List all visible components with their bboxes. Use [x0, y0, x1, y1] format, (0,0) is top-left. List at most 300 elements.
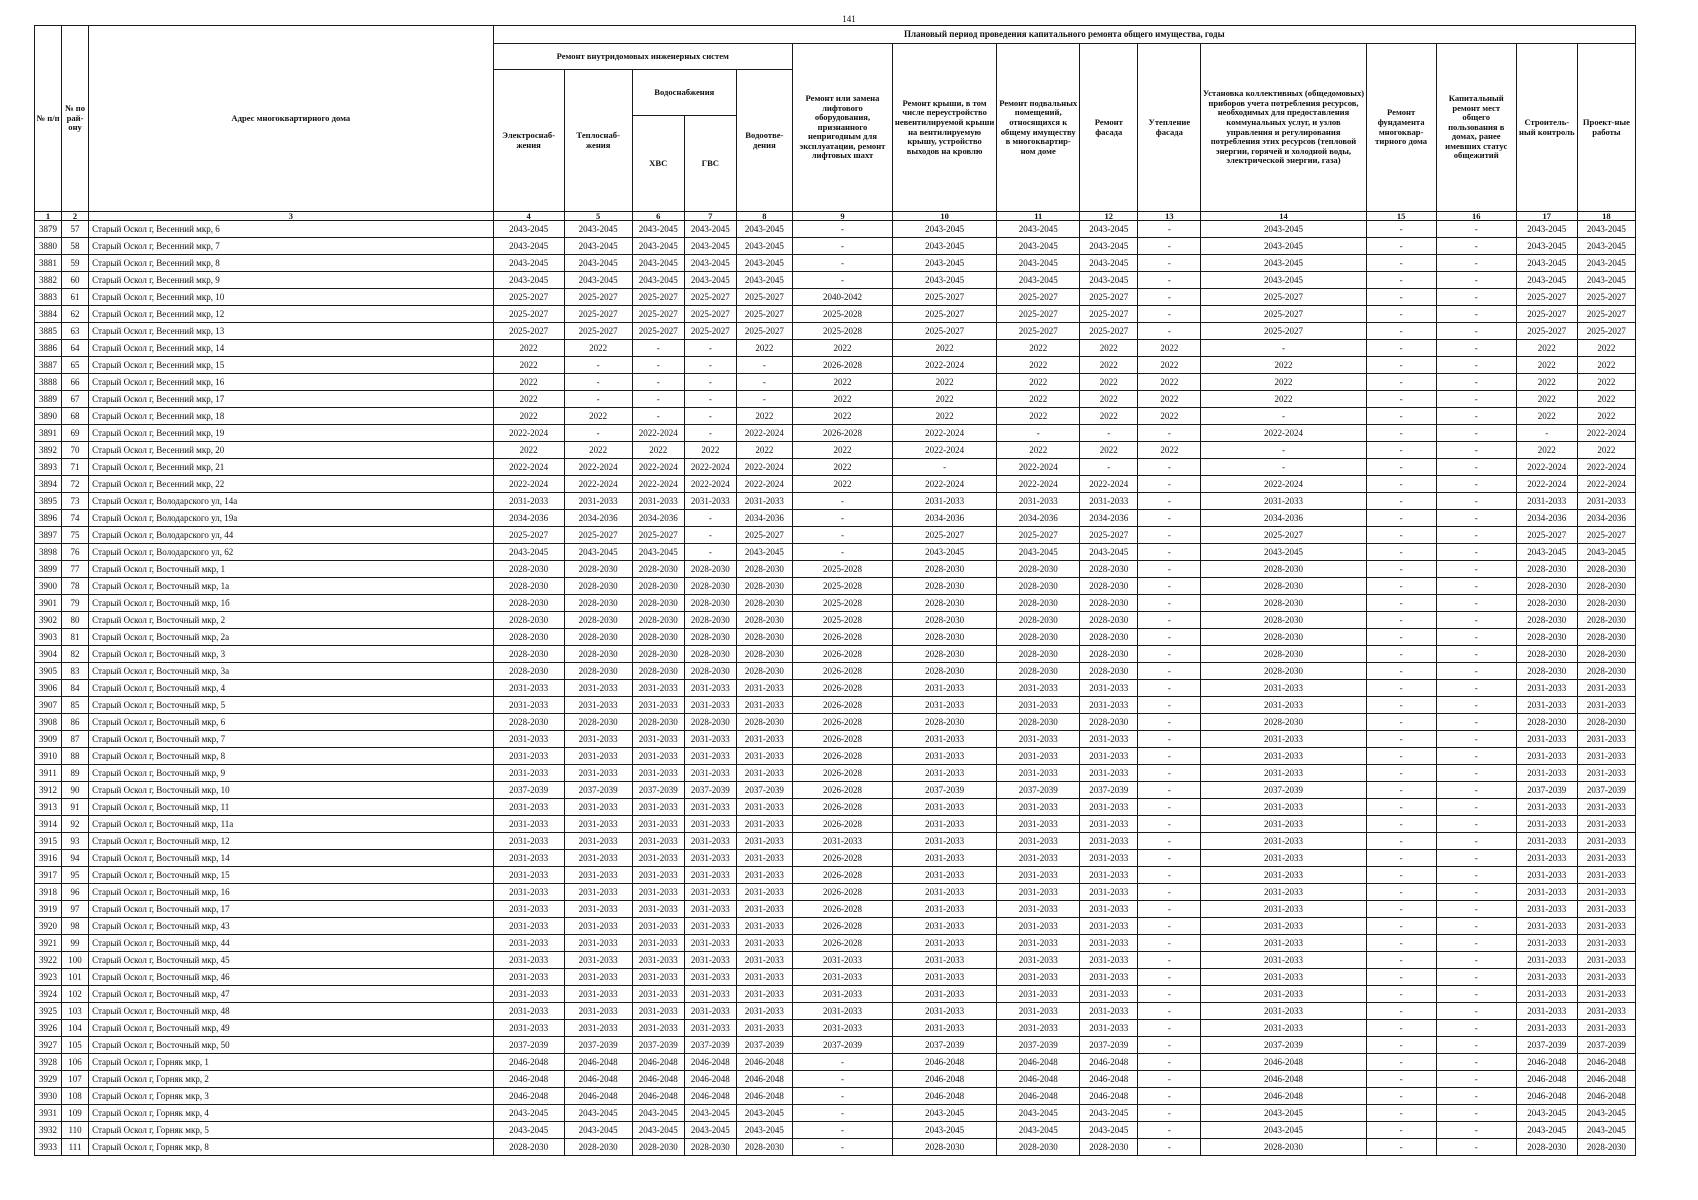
- address-cell: Старый Оскол г, Восточный мкр, 7: [89, 731, 494, 748]
- table-cell: -: [632, 408, 684, 425]
- table-cell: 2022-2024: [632, 476, 684, 493]
- table-cell: -: [1436, 799, 1516, 816]
- table-cell: 2031-2033: [1080, 884, 1138, 901]
- table-cell: 2037-2039: [684, 1037, 736, 1054]
- table-cell: 2043-2045: [564, 255, 632, 272]
- address-cell: Старый Оскол г, Весенний мкр, 10: [89, 289, 494, 306]
- table-cell: 2031-2033: [493, 697, 564, 714]
- column-number: 15: [1366, 212, 1436, 221]
- table-cell: 2026-2028: [792, 782, 892, 799]
- table-cell: -: [1366, 918, 1436, 935]
- header-heat: Теплоснаб-жения: [564, 70, 632, 212]
- table-cell: 2025-2027: [893, 289, 997, 306]
- table-cell: -: [684, 510, 736, 527]
- table-cell: 2031-2033: [736, 493, 792, 510]
- table-cell: 2025-2027: [1516, 323, 1577, 340]
- table-cell: 2022-2024: [493, 459, 564, 476]
- table-cell: 2026-2028: [792, 357, 892, 374]
- table-cell: 66: [62, 374, 89, 391]
- table-cell: 2043-2045: [1577, 255, 1635, 272]
- table-cell: 2028-2030: [493, 646, 564, 663]
- table-cell: 3887: [35, 357, 62, 374]
- table-cell: 2031-2033: [893, 731, 997, 748]
- table-cell: 2028-2030: [684, 595, 736, 612]
- table-cell: 2043-2045: [893, 238, 997, 255]
- table-cell: 2031-2033: [997, 697, 1080, 714]
- table-cell: 2043-2045: [564, 544, 632, 561]
- table-cell: 2037-2039: [736, 1037, 792, 1054]
- table-cell: 3899: [35, 561, 62, 578]
- table-cell: -: [1138, 799, 1201, 816]
- table-cell: 2043-2045: [893, 221, 997, 238]
- table-cell: -: [1138, 935, 1201, 952]
- table-cell: 2031-2033: [493, 952, 564, 969]
- table-cell: 98: [62, 918, 89, 935]
- table-cell: -: [1366, 799, 1436, 816]
- table-cell: 2031-2033: [997, 969, 1080, 986]
- address-cell: Старый Оскол г, Володарского ул, 44: [89, 527, 494, 544]
- table-cell: 3906: [35, 680, 62, 697]
- table-row: [35, 561, 1636, 578]
- table-cell: -: [1138, 714, 1201, 731]
- table-cell: 2046-2048: [736, 1054, 792, 1071]
- table-cell: 2022: [1516, 374, 1577, 391]
- table-cell: -: [684, 357, 736, 374]
- table-cell: 2026-2028: [792, 697, 892, 714]
- table-cell: -: [1366, 952, 1436, 969]
- table-cell: -: [1436, 510, 1516, 527]
- table-cell: -: [1436, 612, 1516, 629]
- table-cell: 2022-2024: [1080, 476, 1138, 493]
- table-cell: 2028-2030: [736, 595, 792, 612]
- table-cell: 2031-2033: [632, 935, 684, 952]
- table-cell: -: [1366, 323, 1436, 340]
- column-number: 4: [493, 212, 564, 221]
- address-cell: Старый Оскол г, Весенний мкр, 22: [89, 476, 494, 493]
- table-cell: 2031-2033: [493, 765, 564, 782]
- table-cell: 2031-2033: [792, 952, 892, 969]
- table-cell: 2028-2030: [1201, 663, 1366, 680]
- table-cell: 72: [62, 476, 89, 493]
- table-cell: 2046-2048: [1516, 1054, 1577, 1071]
- table-cell: 2028-2030: [1516, 612, 1577, 629]
- table-cell: 76: [62, 544, 89, 561]
- table-cell: 2022: [792, 459, 892, 476]
- table-cell: 2043-2045: [1201, 238, 1366, 255]
- table-cell: 3902: [35, 612, 62, 629]
- table-cell: 2043-2045: [893, 1122, 997, 1139]
- table-cell: 2043-2045: [493, 1105, 564, 1122]
- table-cell: -: [1436, 595, 1516, 612]
- header-supervision: Строитель-ный контроль: [1516, 44, 1577, 212]
- table-cell: 2031-2033: [1516, 850, 1577, 867]
- table-cell: 2031-2033: [736, 935, 792, 952]
- table-cell: 2026-2028: [792, 731, 892, 748]
- table-row: [35, 578, 1636, 595]
- table-cell: 2031-2033: [792, 1020, 892, 1037]
- table-cell: -: [1436, 986, 1516, 1003]
- table-cell: 2025-2027: [1201, 527, 1366, 544]
- table-cell: 2046-2048: [632, 1054, 684, 1071]
- table-cell: 2022: [1516, 408, 1577, 425]
- table-cell: 2031-2033: [564, 850, 632, 867]
- table-cell: 2028-2030: [997, 714, 1080, 731]
- table-cell: 79: [62, 595, 89, 612]
- table-cell: 2025-2027: [1577, 527, 1635, 544]
- table-cell: -: [1436, 697, 1516, 714]
- table-row: [35, 612, 1636, 629]
- table-cell: 2028-2030: [684, 612, 736, 629]
- table-cell: -: [1436, 561, 1516, 578]
- table-cell: 2043-2045: [893, 272, 997, 289]
- table-cell: 2046-2048: [1201, 1088, 1366, 1105]
- address-cell: Старый Оскол г, Восточный мкр, 45: [89, 952, 494, 969]
- table-cell: 91: [62, 799, 89, 816]
- table-cell: 2046-2048: [1080, 1088, 1138, 1105]
- table-cell: 59: [62, 255, 89, 272]
- table-cell: 2028-2030: [632, 612, 684, 629]
- table-cell: 74: [62, 510, 89, 527]
- table-cell: -: [1138, 272, 1201, 289]
- table-cell: 2031-2033: [564, 748, 632, 765]
- table-cell: 2031-2033: [493, 799, 564, 816]
- table-cell: -: [1436, 646, 1516, 663]
- table-row: [35, 425, 1636, 442]
- table-cell: 3912: [35, 782, 62, 799]
- table-cell: 2031-2033: [893, 493, 997, 510]
- table-cell: 2022-2024: [564, 459, 632, 476]
- table-cell: -: [1366, 1054, 1436, 1071]
- table-cell: 2025-2027: [684, 323, 736, 340]
- table-cell: 2022-2024: [632, 459, 684, 476]
- table-cell: 2031-2033: [893, 867, 997, 884]
- table-cell: 2031-2033: [493, 1020, 564, 1037]
- table-cell: 90: [62, 782, 89, 799]
- table-cell: -: [1138, 663, 1201, 680]
- header-water: Водоснабжения: [632, 70, 736, 116]
- table-cell: 2037-2039: [684, 782, 736, 799]
- table-cell: 2028-2030: [684, 578, 736, 595]
- table-cell: 58: [62, 238, 89, 255]
- address-cell: Старый Оскол г, Восточный мкр, 2: [89, 612, 494, 629]
- table-cell: 2031-2033: [632, 833, 684, 850]
- table-cell: 2046-2048: [997, 1088, 1080, 1105]
- table-cell: -: [1436, 1054, 1516, 1071]
- table-cell: -: [1366, 289, 1436, 306]
- table-cell: 2043-2045: [684, 221, 736, 238]
- header-drainage: Водоотве-дения: [736, 70, 792, 212]
- table-cell: 2025-2027: [632, 527, 684, 544]
- table-cell: -: [1366, 850, 1436, 867]
- table-cell: -: [736, 374, 792, 391]
- table-cell: 2028-2030: [1201, 1139, 1366, 1156]
- table-cell: 2031-2033: [1516, 748, 1577, 765]
- table-row: [35, 1037, 1636, 1054]
- table-cell: 2037-2039: [893, 782, 997, 799]
- table-cell: -: [1138, 731, 1201, 748]
- table-cell: 2046-2048: [632, 1088, 684, 1105]
- table-cell: 2034-2036: [1201, 510, 1366, 527]
- table-cell: 2031-2033: [564, 765, 632, 782]
- table-cell: -: [1138, 425, 1201, 442]
- table-cell: 2043-2045: [1577, 238, 1635, 255]
- table-cell: 2031-2033: [1201, 765, 1366, 782]
- table-cell: 2034-2036: [1516, 510, 1577, 527]
- table-cell: 2022: [1138, 340, 1201, 357]
- table-cell: 2025-2027: [997, 527, 1080, 544]
- table-cell: 2022: [997, 408, 1080, 425]
- table-cell: 2037-2039: [1080, 782, 1138, 799]
- table-cell: 2031-2033: [997, 833, 1080, 850]
- table-cell: 88: [62, 748, 89, 765]
- table-cell: 2043-2045: [632, 544, 684, 561]
- table-row: [35, 884, 1636, 901]
- address-cell: Старый Оскол г, Восточный мкр, 8: [89, 748, 494, 765]
- table-cell: 2028-2030: [1577, 646, 1635, 663]
- table-cell: 2031-2033: [1516, 918, 1577, 935]
- table-cell: 2031-2033: [493, 884, 564, 901]
- table-cell: -: [1436, 1003, 1516, 1020]
- table-cell: 2022: [893, 340, 997, 357]
- table-cell: 2031-2033: [684, 901, 736, 918]
- table-cell: 2025-2028: [792, 306, 892, 323]
- table-cell: 2031-2033: [736, 850, 792, 867]
- table-cell: 2031-2033: [736, 884, 792, 901]
- table-cell: -: [1366, 731, 1436, 748]
- address-cell: Старый Оскол г, Весенний мкр, 6: [89, 221, 494, 238]
- table-cell: 2025-2027: [736, 527, 792, 544]
- table-row: [35, 323, 1636, 340]
- address-cell: Старый Оскол г, Восточный мкр, 49: [89, 1020, 494, 1037]
- table-cell: 2031-2033: [997, 935, 1080, 952]
- table-row: [35, 1122, 1636, 1139]
- table-cell: 2043-2045: [632, 238, 684, 255]
- table-cell: 2028-2030: [632, 714, 684, 731]
- table-cell: 2031-2033: [1516, 680, 1577, 697]
- table-cell: 73: [62, 493, 89, 510]
- table-cell: 2026-2028: [792, 425, 892, 442]
- table-cell: 2031-2033: [564, 867, 632, 884]
- table-row: [35, 442, 1636, 459]
- table-cell: -: [792, 221, 892, 238]
- column-number: 3: [89, 212, 494, 221]
- table-cell: 2025-2027: [1516, 289, 1577, 306]
- table-row: [35, 782, 1636, 799]
- table-cell: 2025-2027: [1516, 306, 1577, 323]
- table-cell: 2031-2033: [893, 680, 997, 697]
- table-cell: 2031-2033: [792, 969, 892, 986]
- table-cell: 2031-2033: [632, 969, 684, 986]
- table-cell: -: [1366, 867, 1436, 884]
- table-cell: 2022: [1138, 374, 1201, 391]
- address-cell: Старый Оскол г, Восточный мкр, 1: [89, 561, 494, 578]
- table-cell: 97: [62, 901, 89, 918]
- table-cell: -: [1366, 884, 1436, 901]
- header-foundation: Ремонт фундамента многоквар-тирного дома: [1366, 44, 1436, 212]
- table-cell: -: [1201, 459, 1366, 476]
- page-number: 141: [842, 14, 856, 24]
- table-cell: 2028-2030: [1080, 612, 1138, 629]
- table-cell: 2028-2030: [1577, 714, 1635, 731]
- table-cell: 3932: [35, 1122, 62, 1139]
- header-basement: Ремонт подвальных помещений, относящихся к общему имуществу в многоквартир-ном доме: [997, 44, 1080, 212]
- table-cell: 2031-2033: [1080, 765, 1138, 782]
- table-cell: 2022-2024: [1201, 476, 1366, 493]
- address-cell: Старый Оскол г, Весенний мкр, 17: [89, 391, 494, 408]
- table-cell: 2031-2033: [893, 986, 997, 1003]
- table-cell: -: [1138, 1054, 1201, 1071]
- table-cell: 2031-2033: [632, 1020, 684, 1037]
- table-cell: 2031-2033: [1516, 986, 1577, 1003]
- table-cell: 2031-2033: [632, 680, 684, 697]
- address-cell: Старый Оскол г, Весенний мкр, 8: [89, 255, 494, 272]
- address-cell: Старый Оскол г, Восточный мкр, 1б: [89, 595, 494, 612]
- table-cell: -: [1366, 493, 1436, 510]
- table-cell: 2046-2048: [1577, 1088, 1635, 1105]
- table-cell: 2031-2033: [1201, 493, 1366, 510]
- table-cell: 2031-2033: [1080, 1020, 1138, 1037]
- table-cell: 2025-2027: [564, 323, 632, 340]
- table-cell: 2025-2027: [1201, 306, 1366, 323]
- table-cell: 2028-2030: [632, 561, 684, 578]
- table-cell: -: [792, 238, 892, 255]
- table-cell: 2031-2033: [1577, 1003, 1635, 1020]
- table-cell: 2031-2033: [1577, 833, 1635, 850]
- table-cell: 2031-2033: [493, 986, 564, 1003]
- table-cell: 2022: [792, 374, 892, 391]
- table-cell: 2043-2045: [1516, 1122, 1577, 1139]
- address-cell: Старый Оскол г, Восточный мкр, 43: [89, 918, 494, 935]
- table-cell: 2031-2033: [493, 748, 564, 765]
- table-cell: 81: [62, 629, 89, 646]
- table-cell: 2028-2030: [736, 612, 792, 629]
- table-cell: -: [1138, 986, 1201, 1003]
- table-cell: 2031-2033: [632, 816, 684, 833]
- table-row: [35, 731, 1636, 748]
- table-row: [35, 238, 1636, 255]
- address-cell: Старый Оскол г, Горняк мкр, 2: [89, 1071, 494, 1088]
- table-cell: -: [564, 391, 632, 408]
- table-cell: 2043-2045: [632, 1105, 684, 1122]
- table-cell: 2037-2039: [1516, 782, 1577, 799]
- table-cell: 2043-2045: [564, 272, 632, 289]
- table-cell: -: [1138, 1122, 1201, 1139]
- table-cell: 2031-2033: [564, 986, 632, 1003]
- table-cell: 2026-2028: [792, 901, 892, 918]
- table-cell: 2031-2033: [493, 901, 564, 918]
- table-row: [35, 1020, 1636, 1037]
- table-row: [35, 952, 1636, 969]
- table-cell: 2031-2033: [632, 901, 684, 918]
- table-cell: 2031-2033: [1577, 850, 1635, 867]
- table-cell: 2043-2045: [684, 1122, 736, 1139]
- table-row: [35, 595, 1636, 612]
- table-cell: -: [1436, 714, 1516, 731]
- table-cell: 2031-2033: [632, 697, 684, 714]
- table-cell: 2028-2030: [1201, 561, 1366, 578]
- table-cell: 2037-2039: [1577, 1037, 1635, 1054]
- table-cell: -: [1436, 629, 1516, 646]
- table-cell: -: [1436, 1020, 1516, 1037]
- table-cell: 2025-2027: [893, 306, 997, 323]
- table-cell: -: [1366, 1071, 1436, 1088]
- table-cell: -: [1436, 935, 1516, 952]
- table-cell: 2031-2033: [1516, 935, 1577, 952]
- table-cell: 2025-2027: [1080, 527, 1138, 544]
- table-cell: 2031-2033: [684, 765, 736, 782]
- table-cell: 3883: [35, 289, 62, 306]
- table-cell: 2031-2033: [1201, 799, 1366, 816]
- table-cell: 2031-2033: [1516, 867, 1577, 884]
- table-cell: -: [684, 544, 736, 561]
- address-cell: Старый Оскол г, Горняк мкр, 4: [89, 1105, 494, 1122]
- table-cell: 2046-2048: [1577, 1054, 1635, 1071]
- column-number: 13: [1138, 212, 1201, 221]
- table-cell: 2028-2030: [893, 612, 997, 629]
- table-cell: 2022: [1201, 357, 1366, 374]
- table-cell: 2028-2030: [893, 561, 997, 578]
- table-cell: 2046-2048: [893, 1054, 997, 1071]
- address-cell: Старый Оскол г, Восточный мкр, 10: [89, 782, 494, 799]
- table-cell: 2031-2033: [684, 833, 736, 850]
- table-cell: 2031-2033: [684, 867, 736, 884]
- column-number: 7: [684, 212, 736, 221]
- table-cell: 2031-2033: [632, 748, 684, 765]
- table-cell: 2043-2045: [1080, 255, 1138, 272]
- table-cell: 2043-2045: [1516, 544, 1577, 561]
- table-cell: 3924: [35, 986, 62, 1003]
- table-cell: 2031-2033: [632, 493, 684, 510]
- table-cell: 2031-2033: [893, 697, 997, 714]
- table-cell: 2028-2030: [1080, 561, 1138, 578]
- table-cell: -: [1436, 663, 1516, 680]
- table-cell: 3917: [35, 867, 62, 884]
- table-cell: 2031-2033: [1516, 1003, 1577, 1020]
- table-cell: 100: [62, 952, 89, 969]
- table-cell: 2028-2030: [1577, 612, 1635, 629]
- table-cell: 2031-2033: [1516, 901, 1577, 918]
- table-cell: 2031-2033: [792, 833, 892, 850]
- table-cell: 2031-2033: [1577, 952, 1635, 969]
- table-cell: 3920: [35, 918, 62, 935]
- table-cell: 2022: [1577, 391, 1635, 408]
- table-cell: 2025-2027: [736, 306, 792, 323]
- table-cell: -: [1138, 255, 1201, 272]
- table-cell: 2043-2045: [736, 272, 792, 289]
- table-cell: -: [1138, 493, 1201, 510]
- table-cell: -: [1366, 714, 1436, 731]
- table-cell: 2043-2045: [564, 221, 632, 238]
- table-cell: 2043-2045: [736, 238, 792, 255]
- address-cell: Старый Оскол г, Весенний мкр, 14: [89, 340, 494, 357]
- table-row: [35, 1088, 1636, 1105]
- table-cell: -: [1436, 765, 1516, 782]
- table-cell: 2031-2033: [997, 1003, 1080, 1020]
- table-cell: 2025-2027: [493, 323, 564, 340]
- table-cell: 2043-2045: [564, 238, 632, 255]
- table-cell: 2043-2045: [997, 272, 1080, 289]
- address-cell: Старый Оскол г, Восточный мкр, 9: [89, 765, 494, 782]
- table-cell: 2037-2039: [1516, 1037, 1577, 1054]
- table-cell: 2028-2030: [1080, 1139, 1138, 1156]
- table-cell: -: [792, 510, 892, 527]
- table-cell: 2022: [1577, 408, 1635, 425]
- table-cell: -: [1436, 1037, 1516, 1054]
- table-cell: 2025-2027: [997, 323, 1080, 340]
- table-cell: 2022-2024: [893, 357, 997, 374]
- table-cell: 2022: [1080, 408, 1138, 425]
- address-cell: Старый Оскол г, Восточный мкр, 3а: [89, 663, 494, 680]
